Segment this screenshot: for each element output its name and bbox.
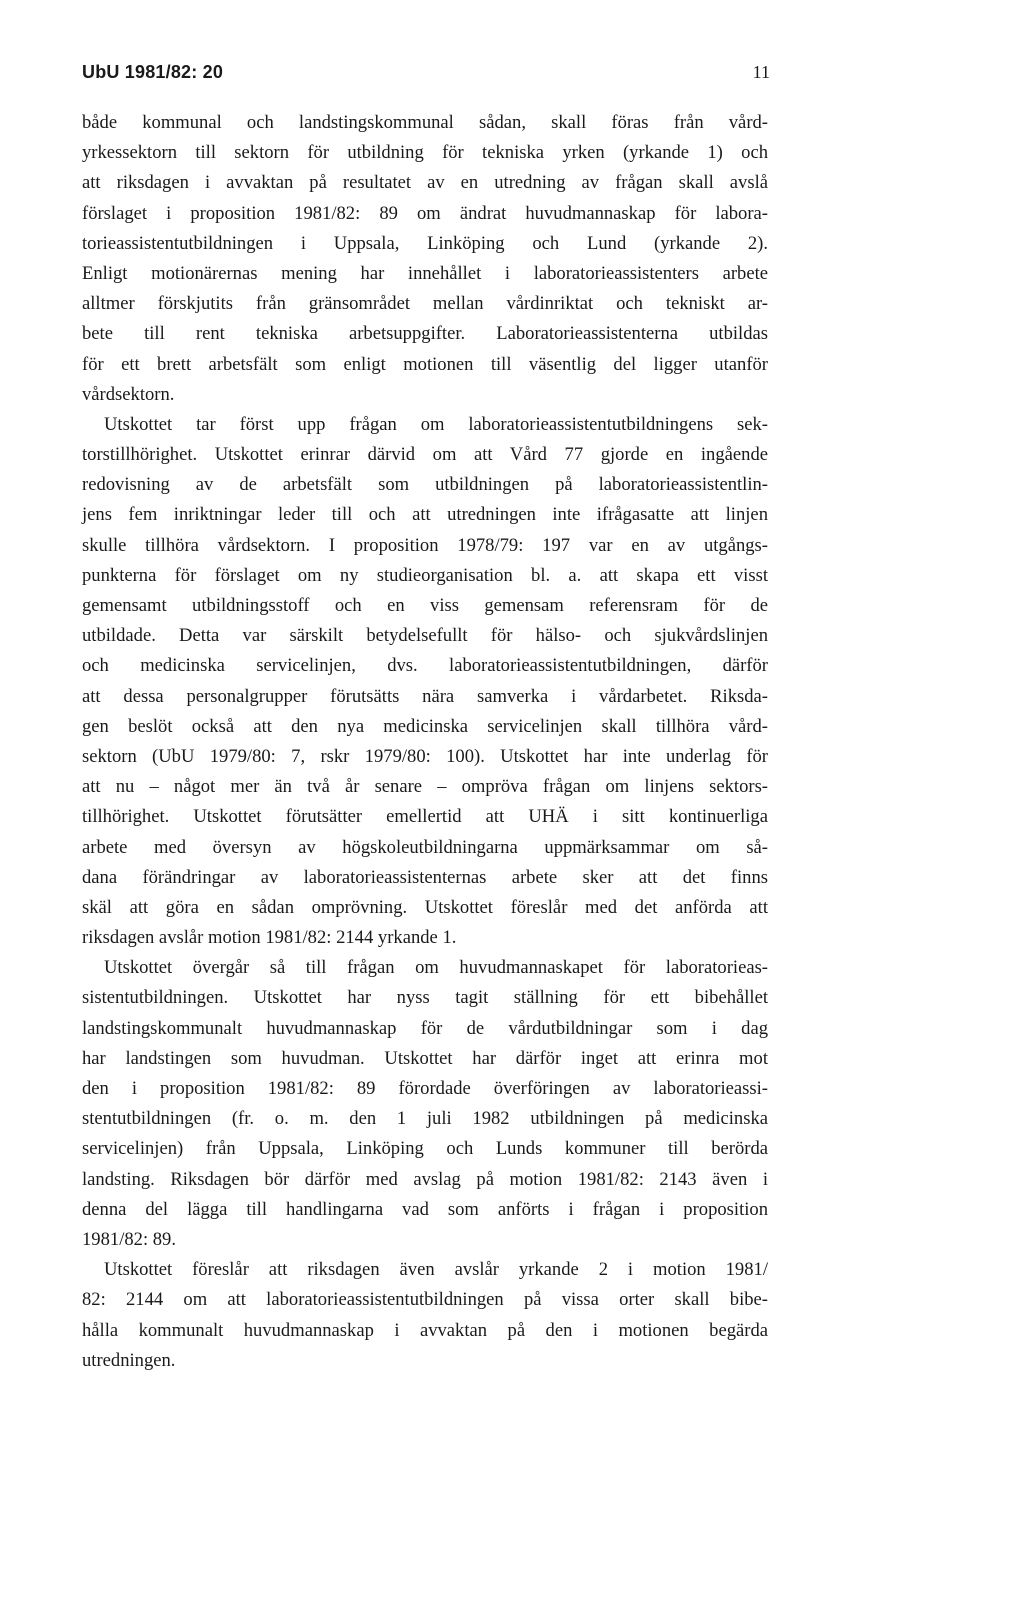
text-line: Utskottet föreslår att riksdagen även avslår yrkande 2 i motion 1981/ <box>104 1259 768 1281</box>
body-text <box>82 108 768 1376</box>
text-line: 1981/82: 89. <box>82 1228 177 1250</box>
text-line: torieassistentutbildningen i Uppsala, Linköping och Lund (yrkande 2). <box>82 232 768 254</box>
text-line: utredningen. <box>82 1349 176 1371</box>
document-reference: UbU 1981/82: 20 <box>82 62 224 82</box>
text-line: utbildade. Detta var särskilt betydelsefullt för hälso- och sjukvårdslinjen <box>82 625 768 647</box>
text-line: 82: 2144 om att laboratorieassistentutbildningen på vissa orter skall bibe- <box>82 1289 768 1311</box>
text-line: riksdagen avslår motion 1981/82: 2144 yrkande 1. <box>82 927 457 949</box>
text-line: sistentutbildningen. Utskottet har nyss tagit ställning för ett bibehållet <box>82 987 768 1009</box>
text-line: arbete med översyn av högskoleutbildningarna uppmärksammar om så- <box>82 836 768 858</box>
text-line: alltmer förskjutits från gränsområdet mellan vårdinriktat och tekniskt ar- <box>82 293 768 315</box>
text-line: landsting. Riksdagen bör därför med avslag på motion 1981/82: 2143 även i <box>82 1168 768 1190</box>
text-line: sektorn (UbU 1979/80: 7, rskr 1979/80: 100). Utskottet har inte underlag för <box>82 745 768 767</box>
text-line: Utskottet tar först upp frågan om laboratorieassistentutbildningens sek- <box>104 413 768 435</box>
text-line: skulle tillhöra vårdsektorn. I proposition 1978/79: 197 var en av utgångs- <box>82 534 768 556</box>
page-number: 11 <box>752 62 770 82</box>
text-line: att dessa personalgrupper förutsätts nära samverka i vårdarbetet. Riksda- <box>82 685 768 707</box>
text-line: dana förändringar av laboratorieassistenternas arbete sker att det finns <box>82 866 768 888</box>
text-line: och medicinska servicelinjen, dvs. laboratorieassistentutbildningen, därför <box>82 655 768 677</box>
text-line: skäl att göra en sådan omprövning. Utskottet föreslår med det anförda att <box>82 896 768 918</box>
text-line: gemensamt utbildningsstoff och en viss gemensam referensram för de <box>82 595 768 616</box>
text-line: den i proposition 1981/82: 89 förordade överföringen av laboratorieassi- <box>82 1078 768 1099</box>
text-line: punkterna för förslaget om ny studieorganisation bl. a. att skapa ett visst <box>82 564 768 586</box>
page-header <box>82 62 770 92</box>
text-line: redovisning av de arbetsfält som utbildningen på laboratorieassistentlin- <box>82 474 768 496</box>
text-line: förslaget i proposition 1981/82: 89 om ändrat huvudmannaskap för labora- <box>82 202 768 224</box>
text-line: servicelinjen) från Uppsala, Linköping och Lunds kommuner till berörda <box>82 1138 768 1160</box>
text-line: jens fem inriktningar leder till och att utredningen inte ifrågasatte att linjen <box>82 504 768 526</box>
text-line: stentutbildningen (fr. o. m. den 1 juli 1982 utbildningen på medicinska <box>82 1108 768 1130</box>
text-line: vårdsektorn. <box>82 383 175 405</box>
text-line: yrkessektorn till sektorn för utbildning för tekniska yrken (yrkande 1) och <box>82 142 768 164</box>
text-line: Enligt motionärernas mening har innehållet i laboratorieassistenters arbete <box>82 262 768 284</box>
text-line: att riksdagen i avvaktan på resultatet av en utredning av frågan skall avslå <box>82 172 768 194</box>
text-line: att nu – något mer än två år senare – ompröva frågan om linjens sektors- <box>82 776 768 798</box>
text-line: både kommunal och landstingskommunal sådan, skall föras från vård- <box>82 112 768 133</box>
text-line: hålla kommunalt huvudmannaskap i avvaktan på den i motionen begärda <box>82 1319 768 1341</box>
text-line: torstillhörighet. Utskottet erinrar därvid om att Vård 77 gjorde en ingående <box>82 444 768 466</box>
text-line: bete till rent tekniska arbetsuppgifter. Laboratorieassistenterna utbildas <box>82 323 768 345</box>
text-line: har landstingen som huvudman. Utskottet har därför inget att erinra mot <box>82 1047 768 1069</box>
text-line: tillhörighet. Utskottet förutsätter emellertid att UHÄ i sitt kontinuerliga <box>82 806 768 828</box>
text-line: gen beslöt också att den nya medicinska servicelinjen skall tillhöra vård- <box>82 715 768 737</box>
text-line: Utskottet övergår så till frågan om huvudmannaskapet för laboratorieas- <box>104 957 768 979</box>
text-line: landstingskommunalt huvudmannaskap för de vårdutbildningar som i dag <box>82 1017 768 1039</box>
text-line: för ett brett arbetsfält som enligt motionen till väsentlig del ligger utanför <box>82 353 768 375</box>
text-line: denna del lägga till handlingarna vad som anförts i frågan i proposition <box>82 1198 768 1220</box>
